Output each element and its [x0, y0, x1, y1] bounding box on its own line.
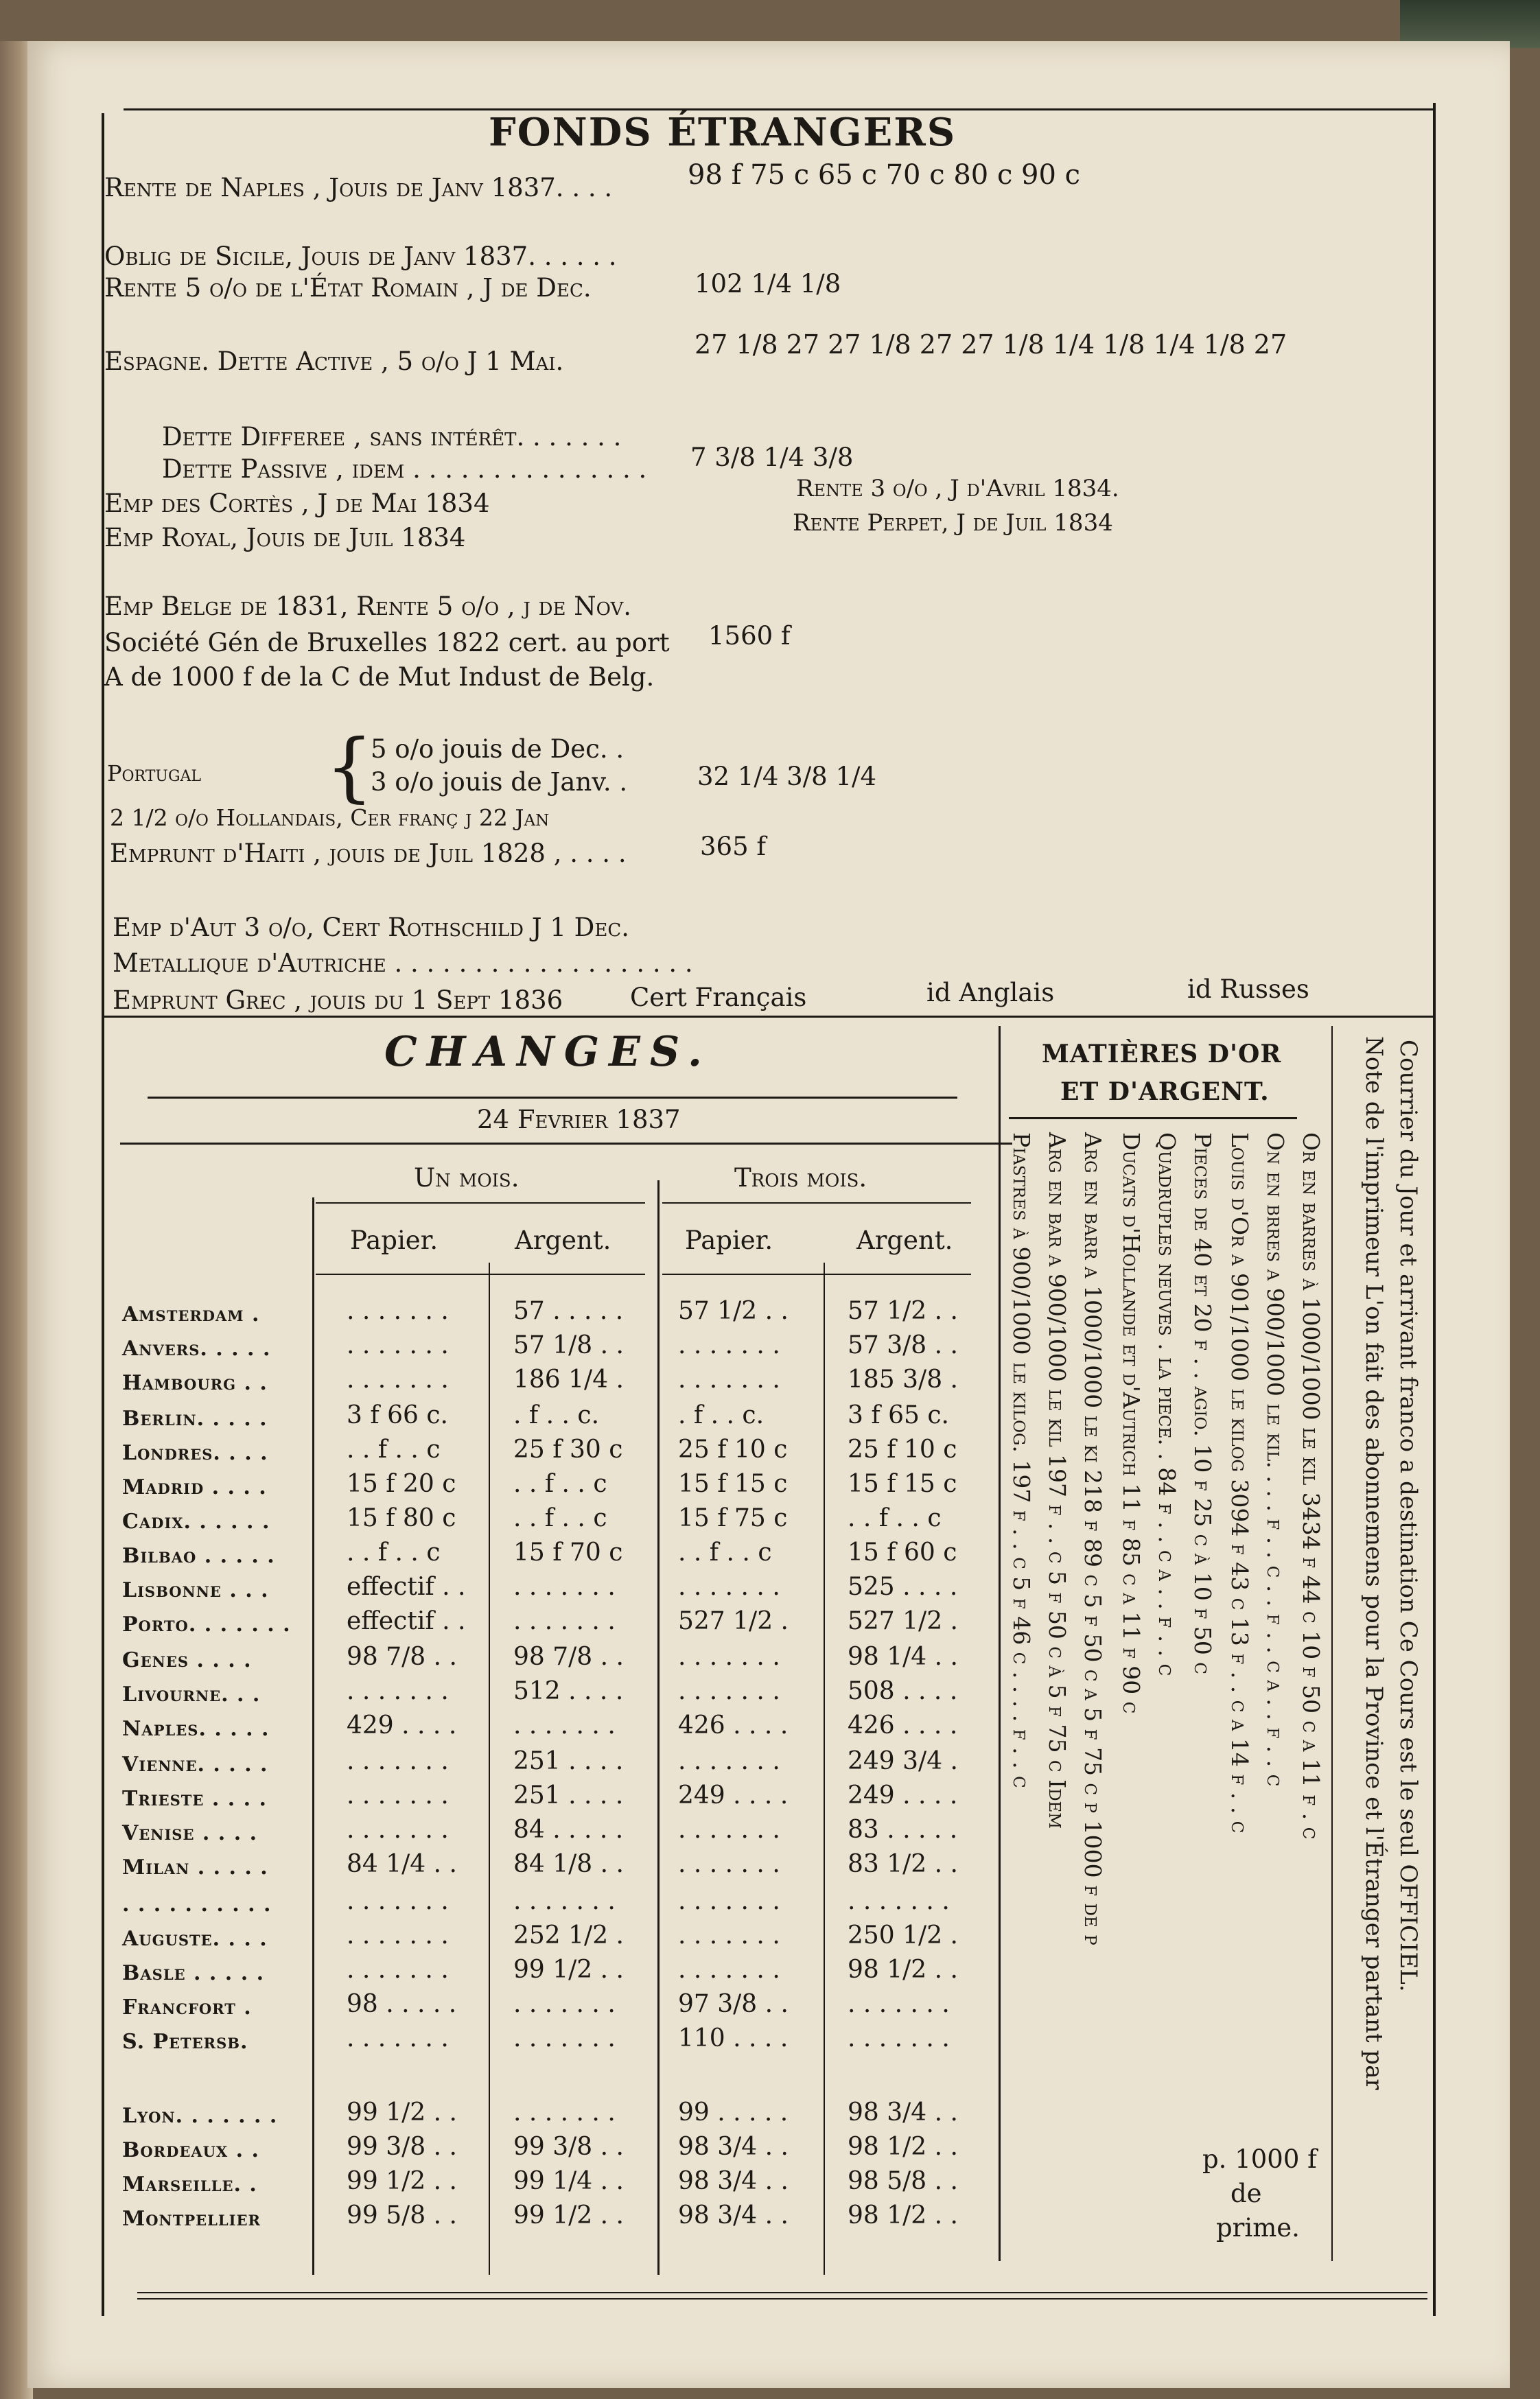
- changes-cell-c4: 249 3/4 .: [848, 1747, 958, 1775]
- changes-cell-c4: 98 1/2 . .: [848, 2201, 958, 2230]
- fonds-id-russes: id Russes: [1187, 974, 1309, 1004]
- changes-cell-c4: . . . . . . .: [848, 1887, 950, 1915]
- fonds-line-romain: Rente 5 o/o de l'État Romain , J de Dec.: [104, 273, 592, 303]
- changes-row-place: Amsterdam .: [122, 1302, 260, 1326]
- table-vline-1: [312, 1197, 314, 2275]
- matieres-line: Or en barres à 1000/1000 le kil 3434 f 44 c 10 f 50 c a 11 f . c: [1298, 1132, 1325, 1840]
- matieres-line: Arg en bar a 900/1000 le kil 197 f . . c 5 f 50 c à 5 f 75 c Idem: [1044, 1132, 1071, 1829]
- changes-row-place: Basle . . . . .: [122, 1961, 265, 1985]
- fonds-id-anglais: id Anglais: [926, 978, 1055, 1007]
- changes-cell-c2: 99 1/2 . .: [513, 1956, 624, 1984]
- changes-cell-c3: . . . . . . .: [678, 1887, 780, 1915]
- col-head-rule-3: [662, 1274, 971, 1275]
- changes-cell-c2: 84 . . . . .: [513, 1816, 624, 1844]
- fonds-line-hollandais: 2 1/2 o/o Hollandais, Cer franç j 22 Jan: [110, 804, 550, 831]
- changes-cell-c2: . . . . . . .: [513, 1607, 616, 1635]
- changes-cell-c3: 426 . . . .: [678, 1711, 789, 1740]
- changes-row-place: Bilbao . . . . .: [122, 1544, 275, 1568]
- changes-cell-c2: 512 . . . .: [513, 1677, 624, 1705]
- fonds-line-naples: Rente de Naples , Jouis de Janv 1837. . . .: [104, 173, 613, 202]
- changes-cell-c3: . . . . . . .: [678, 1677, 780, 1705]
- changes-cell-c2: 57 1/8 . .: [513, 1331, 624, 1359]
- table-vline-2: [489, 1263, 490, 2275]
- fonds-value-passive: 7 3/8 1/4 3/8: [690, 443, 854, 472]
- changes-row-place: Auguste. . . .: [122, 1927, 268, 1951]
- changes-row-place: Bordeaux . .: [122, 2138, 259, 2162]
- changes-cell-c4: 527 1/2 .: [848, 1607, 958, 1635]
- changes-cell-c4: . . . . . . .: [848, 2024, 950, 2052]
- header-un-mois: Un mois.: [414, 1163, 520, 1193]
- frame-right-rule: [1433, 103, 1436, 2316]
- changes-cell-c4: 15 f 15 c: [848, 1470, 957, 1498]
- note-left-rule: [1331, 1026, 1333, 2261]
- changes-cell-c3: 98 3/4 . .: [678, 2201, 789, 2230]
- changes-cell-c3: 99 . . . . .: [678, 2098, 789, 2127]
- changes-date: 24 Fevrier 1837: [477, 1105, 681, 1134]
- changes-cell-c1: effectif . .: [347, 1573, 466, 1601]
- changes-cell-c1: . . . . . . .: [347, 1816, 449, 1844]
- changes-title: CHANGES.: [384, 1028, 712, 1076]
- changes-cell-c4: 98 3/4 . .: [848, 2098, 958, 2127]
- changes-cell-c1: 99 3/8 . .: [347, 2133, 457, 2161]
- changes-cell-c4: 3 f 65 c.: [848, 1401, 949, 1429]
- changes-cell-c1: 84 1/4 . .: [347, 1850, 457, 1878]
- changes-row-place: Trieste . . . .: [122, 1787, 267, 1811]
- changes-cell-c3: . . . . . . .: [678, 1956, 780, 1984]
- changes-cell-c3: 25 f 10 c: [678, 1436, 788, 1464]
- fonds-line-passive: Dette Passive , idem . . . . . . . . . . . . . . .: [162, 454, 647, 484]
- changes-row-place: Anvers. . . . .: [122, 1337, 271, 1361]
- matieres-left-rule: [999, 1026, 1001, 2261]
- changes-cell-c1: . . . . . . .: [347, 1297, 449, 1325]
- changes-cell-c2: 252 1/2 .: [513, 1921, 624, 1950]
- changes-cell-c4: . . . . . . .: [848, 1990, 950, 2018]
- changes-cell-c1: . . f . . c: [347, 1436, 441, 1464]
- changes-cell-c2: 251 . . . .: [513, 1781, 624, 1810]
- fonds-title: FONDS ÉTRANGERS: [489, 110, 957, 155]
- fonds-line-metallique: Metallique d'Autriche . . . . . . . . . . . . . . . . . . .: [113, 948, 693, 978]
- changes-cell-c1: 98 7/8 . .: [347, 1643, 457, 1671]
- fonds-rente-3: Rente 3 o/o , J d'Avril 1834.: [796, 475, 1119, 502]
- changes-cell-c4: 249 . . . .: [848, 1781, 958, 1810]
- changes-cell-c4: 83 1/2 . .: [848, 1850, 958, 1878]
- matieres-line: On en brres a 900/1000 le kil. . . . f . . c . . f . . c a . . f . . c: [1262, 1132, 1289, 1787]
- changes-cell-c1: . . . . . . .: [347, 1956, 449, 1984]
- changes-cell-c3: 57 1/2 . .: [678, 1297, 789, 1325]
- changes-cell-c3: 98 3/4 . .: [678, 2167, 789, 2195]
- changes-row-place: Lyon. . . . . . .: [122, 2104, 278, 2128]
- col-head-argent-3: Argent.: [856, 1226, 953, 1255]
- changes-row-place: Hambourg . .: [122, 1371, 268, 1395]
- col-head-rule-1: [316, 1274, 645, 1275]
- section-divider: [104, 1016, 1433, 1018]
- changes-cell-c4: 98 1/2 . .: [848, 2133, 958, 2161]
- fonds-value-romain: 102 1/4 1/8: [695, 269, 841, 299]
- changes-cell-c2: . . . . . . .: [513, 2098, 616, 2127]
- matieres-title-1: MATIÈRES D'OR: [1042, 1040, 1282, 1068]
- col-head-papier-3: Papier.: [685, 1226, 773, 1255]
- changes-cell-c3: . . . . . . .: [678, 1747, 780, 1775]
- changes-cell-c1: . . . . . . .: [347, 1331, 449, 1359]
- changes-cell-c2: 57 . . . . .: [513, 1297, 624, 1325]
- changes-cell-c1: 15 f 80 c: [347, 1504, 456, 1532]
- changes-row-place: Porto. . . . . . .: [122, 1613, 291, 1637]
- changes-cell-c4: 83 . . . . .: [848, 1816, 958, 1844]
- changes-rule-1: [148, 1097, 957, 1099]
- changes-cell-c3: . f . . c.: [678, 1401, 765, 1429]
- header-un-mois-rule: [316, 1202, 645, 1204]
- changes-cell-c1: . . . . . . .: [347, 1677, 449, 1705]
- matieres-line: Piastres à 900/1000 le kilog. 197 f . . c 5 f 46 c . . . . f . . c: [1008, 1132, 1035, 1788]
- header-trois-mois-rule: [662, 1202, 971, 1204]
- fonds-line-autriche-3: Emp d'Aut 3 o/o, Cert Rothschild J 1 Dec.: [113, 913, 629, 942]
- changes-row-place: Montpellier: [122, 2207, 261, 2231]
- changes-cell-c1: 429 . . . .: [347, 1711, 457, 1740]
- changes-cell-c1: . . . . . . .: [347, 1921, 449, 1950]
- changes-cell-c4: 15 f 60 c: [848, 1538, 957, 1567]
- changes-cell-c1: . . f . . c: [347, 1538, 441, 1567]
- matieres-title-2: ET D'ARGENT.: [1060, 1077, 1270, 1106]
- fonds-line-portugal-5: 5 o/o jouis de Dec. .: [371, 734, 625, 764]
- changes-cell-c2: 99 1/4 . .: [513, 2167, 624, 2195]
- changes-row-place: Milan . . . . .: [122, 1856, 268, 1880]
- changes-cell-c4: 525 . . . .: [848, 1573, 958, 1601]
- col-head-papier-1: Papier.: [350, 1226, 439, 1255]
- changes-cell-c1: 99 1/2 . .: [347, 2167, 457, 2195]
- changes-cell-c3: 15 f 75 c: [678, 1504, 788, 1532]
- changes-cell-c1: 98 . . . . .: [347, 1990, 457, 2018]
- fonds-line-espagne: Espagne. Dette Active , 5 o/o J 1 Mai.: [104, 347, 564, 376]
- changes-row-place: Cadix. . . . . .: [122, 1510, 270, 1534]
- changes-cell-c1: effectif . .: [347, 1607, 466, 1635]
- changes-cell-c4: 57 1/2 . .: [848, 1297, 958, 1325]
- changes-cell-c3: 98 3/4 . .: [678, 2133, 789, 2161]
- changes-cell-c1: . . . . . . .: [347, 1747, 449, 1775]
- fonds-line-portugal-3: 3 o/o jouis de Janv. .: [371, 767, 628, 797]
- fonds-line-mut-indust: A de 1000 f de la C de Mut Indust de Belg.: [104, 662, 655, 692]
- fonds-line-sicile: Oblig de Sicile, Jouis de Janv 1837. . . . . .: [104, 242, 617, 271]
- changes-cell-c2: . . . . . . .: [513, 1573, 616, 1601]
- changes-cell-c4: 25 f 10 c: [848, 1436, 957, 1464]
- frame-bottom-rule: [137, 2292, 1427, 2299]
- changes-cell-c4: 250 1/2 .: [848, 1921, 958, 1950]
- changes-row-place: S. Petersb.: [122, 2030, 248, 2054]
- changes-cell-c3: . . . . . . .: [678, 1573, 780, 1601]
- fonds-value-haiti: 365 f: [700, 832, 767, 861]
- fonds-value-portugal: 32 1/4 3/8 1/4: [697, 762, 877, 791]
- changes-row-place: Venise . . . .: [122, 1821, 258, 1845]
- changes-cell-c1: 99 1/2 . .: [347, 2098, 457, 2127]
- fonds-value-naples: 98 f 75 c 65 c 70 c 80 c 90 c: [688, 159, 1081, 191]
- changes-cell-c2: 25 f 30 c: [513, 1436, 623, 1464]
- changes-row-place: Francfort .: [122, 1996, 252, 2020]
- changes-cell-c1: . . . . . . .: [347, 2024, 449, 2052]
- changes-cell-c3: . . . . . . .: [678, 1850, 780, 1878]
- matieres-line: Louis d'Or a 901/1000 le kilog 3094 f 43 c 13 f . . c a 14 f . . c: [1226, 1132, 1253, 1834]
- changes-cell-c3: 97 3/8 . .: [678, 1990, 789, 2018]
- header-trois-mois: Trois mois.: [734, 1163, 867, 1193]
- changes-cell-c2: . . . . . . .: [513, 1711, 616, 1740]
- col-head-argent-1: Argent.: [515, 1226, 611, 1255]
- changes-cell-c3: . . . . . . .: [678, 1331, 780, 1359]
- fonds-line-differee: Dette Differee , sans intérêt. . . . . . .: [162, 422, 622, 452]
- changes-cell-c1: . . . . . . .: [347, 1781, 449, 1810]
- changes-cell-c1: . . . . . . .: [347, 1887, 449, 1915]
- fonds-value-espagne: 27 1/8 27 27 1/8 27 27 1/8 1/4 1/8 1/4 1/8 27: [695, 329, 1287, 360]
- changes-cell-c3: 110 . . . .: [678, 2024, 789, 2052]
- note-line-2: Courrier du Jour et arrivant franco a destination Ce Cours est le seul OFFICIEL.: [1395, 1040, 1422, 1992]
- changes-cell-c2: 84 1/8 . .: [513, 1850, 624, 1878]
- changes-row-place: Londres. . . .: [122, 1441, 268, 1465]
- changes-row-place: Berlin. . . . .: [122, 1407, 268, 1431]
- changes-cell-c3: 527 1/2 .: [678, 1607, 789, 1635]
- prime-line-3: prime.: [1216, 2213, 1300, 2243]
- changes-cell-c3: 249 . . . .: [678, 1781, 789, 1810]
- changes-cell-c2: 99 3/8 . .: [513, 2133, 624, 2161]
- changes-cell-c4: 98 1/4 . .: [848, 1643, 958, 1671]
- changes-cell-c1: 15 f 20 c: [347, 1470, 456, 1498]
- changes-row-place: Madrid . . . .: [122, 1475, 267, 1499]
- changes-row-place: Livourne. . .: [122, 1683, 261, 1707]
- changes-cell-c4: . . f . . c: [848, 1504, 942, 1532]
- changes-cell-c4: 98 1/2 . .: [848, 1956, 958, 1984]
- fonds-rente-perpet: Rente Perpet, J de Juil 1834: [793, 509, 1113, 537]
- changes-cell-c3: . . . . . . .: [678, 1816, 780, 1844]
- changes-cell-c1: 99 5/8 . .: [347, 2201, 457, 2230]
- changes-cell-c4: 185 3/8 .: [848, 1366, 958, 1394]
- changes-row-place: Marseille. .: [122, 2173, 257, 2197]
- matieres-line: Ducats d'Hollande et d'Autrich 11 f 85 c a 11 f 90 c: [1118, 1132, 1145, 1714]
- matieres-title-rule: [1009, 1117, 1297, 1119]
- changes-cell-c2: 15 f 70 c: [513, 1538, 623, 1567]
- changes-row-place: Lisbonne . . .: [122, 1578, 269, 1602]
- changes-cell-c4: 508 . . . .: [848, 1677, 958, 1705]
- changes-row-place: Vienne. . . . .: [122, 1753, 268, 1777]
- changes-row-place: Naples. . . . .: [122, 1717, 270, 1741]
- changes-cell-c4: 426 . . . .: [848, 1711, 958, 1740]
- fonds-line-cortes: Emp des Cortès , J de Mai 1834: [104, 489, 490, 518]
- matieres-line: Pieces de 40 et 20 f . . agio. 10 f 25 c à 10 f 50 c: [1189, 1132, 1216, 1674]
- changes-row-place: . . . . . . . . . .: [122, 1893, 272, 1917]
- changes-cell-c1: . . . . . . .: [347, 1366, 449, 1394]
- changes-cell-c3: . . . . . . .: [678, 1366, 780, 1394]
- changes-row-place: Genes . . . .: [122, 1648, 252, 1672]
- table-vline-3: [657, 1180, 660, 2275]
- fonds-line-belge: Emp Belge de 1831, Rente 5 o/o , j de Nov.: [104, 592, 631, 621]
- changes-cell-c3: . . f . . c: [678, 1538, 772, 1567]
- matieres-line: Arg en barr a 1000/1000 le ki 218 f 89 c 5 f 50 c a 5 f 75 c p 1000 f de p: [1080, 1132, 1106, 1945]
- note-line-1: Note de l'imprimeur L'on fait des abonnemens pour la Province et l'Étranger partant par: [1360, 1036, 1388, 2090]
- changes-cell-c4: 98 5/8 . .: [848, 2167, 958, 2195]
- changes-cell-c2: . . . . . . .: [513, 2024, 616, 2052]
- prime-line-1: p. 1000 f: [1202, 2144, 1317, 2174]
- changes-cell-c2: 99 1/2 . .: [513, 2201, 624, 2230]
- fonds-line-bruxelles: Société Gén de Bruxelles 1822 cert. au port: [104, 628, 670, 657]
- portugal-brace: {: [325, 723, 373, 810]
- changes-cell-c2: 186 1/4 .: [513, 1366, 624, 1394]
- changes-cell-c1: 3 f 66 c.: [347, 1401, 448, 1429]
- changes-cell-c3: 15 f 15 c: [678, 1470, 788, 1498]
- changes-cell-c2: . . f . . c: [513, 1470, 607, 1498]
- fonds-line-grec: Emprunt Grec , jouis du 1 Sept 1836: [113, 985, 563, 1015]
- matieres-line: Quadruples neuves . la piece. . 84 f . . c a . . f . . c: [1154, 1132, 1180, 1676]
- changes-cell-c2: . f . . c.: [513, 1401, 600, 1429]
- prime-line-2: de: [1230, 2179, 1262, 2208]
- changes-cell-c4: 57 3/8 . .: [848, 1331, 958, 1359]
- changes-cell-c2: . . f . . c: [513, 1504, 607, 1532]
- changes-cell-c2: . . . . . . .: [513, 1990, 616, 2018]
- changes-cell-c2: . . . . . . .: [513, 1887, 616, 1915]
- changes-cell-c2: 98 7/8 . .: [513, 1643, 624, 1671]
- changes-rule-2: [120, 1143, 1012, 1145]
- frame-left-rule: [102, 113, 104, 2316]
- changes-cell-c3: . . . . . . .: [678, 1921, 780, 1950]
- fonds-line-haiti: Emprunt d'Haiti , jouis de Juil 1828 , . . . .: [110, 839, 627, 868]
- fonds-cert-francais: Cert Français: [630, 983, 807, 1012]
- fonds-line-portugal: Portugal: [107, 760, 202, 786]
- fonds-value-bruxelles: 1560 f: [708, 621, 791, 651]
- table-vline-4: [824, 1263, 825, 2275]
- changes-cell-c2: 251 . . . .: [513, 1747, 624, 1775]
- fonds-line-royal: Emp Royal, Jouis de Juil 1834: [104, 523, 466, 552]
- changes-cell-c3: . . . . . . .: [678, 1643, 780, 1671]
